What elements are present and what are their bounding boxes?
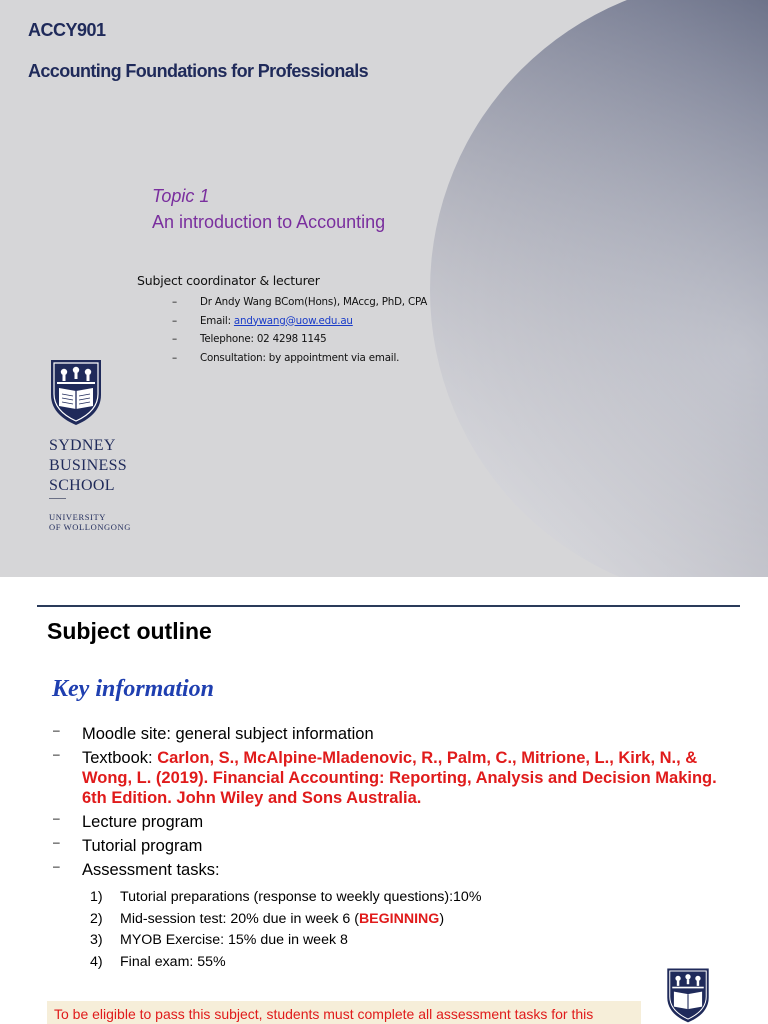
list-item-assessment [53, 860, 743, 880]
lecture-text: Lecture program [82, 813, 204, 831]
university-crest-icon [48, 357, 104, 427]
task-item: 4) Final exam: 55% [90, 953, 226, 970]
task-item: 3) MYOB Exercise: 15% due in week 8 [90, 932, 348, 948]
course-code: ACCY901 [28, 20, 106, 40]
topic-title: An introduction to Accounting [152, 212, 386, 232]
section-heading: Key information [52, 676, 215, 702]
textbook-reference: Carlon, S., McAlpine-Mladenovic, R., Palm, C., Mitrione, L., Kirk, N., & Wong, L. (2019). Financial Accounting: Reporting, Analysis and Decision Making. 6th Edition. John Wiley and Sons Australia. [82, 749, 717, 807]
bullet-dash: – [53, 747, 60, 761]
coordinator-consultation-item: – Consultation: by appointment via email. [172, 351, 400, 364]
coordinator-heading: Subject coordinator & lecturer [137, 273, 320, 288]
bullet-dash: – [53, 835, 60, 849]
bullet-dash: – [53, 859, 60, 873]
list-item-textbook [53, 748, 743, 808]
school-wordmark [49, 436, 127, 496]
slide-title: Subject outline [47, 618, 212, 644]
topic-number: Topic 1 [152, 186, 210, 206]
textbook-label: Textbook: [82, 749, 158, 767]
coordinator-name: Dr Andy Wang BCom(Hons), MAccg, PhD, CPA [200, 296, 428, 308]
coordinator-telephone: Telephone: 02 4298 1145 [200, 333, 327, 345]
coordinator-details [172, 293, 427, 367]
university-wordmark [49, 512, 131, 532]
email-label: Email: [200, 314, 234, 327]
assessment-text: Assessment tasks: [82, 861, 220, 879]
assessment-task-list [90, 887, 481, 973]
bullet-dash: – [53, 811, 60, 825]
university-line-1: UNIVERSITY [49, 512, 106, 522]
moodle-text: Moodle site: general subject information [82, 725, 374, 743]
coordinator-consultation: Consultation: by appointment via email. [200, 351, 400, 364]
eligibility-notice: To be eligible to pass this subject, students must complete all assessment tasks for this [47, 1001, 641, 1024]
course-name: Accounting Foundations for Professionals [28, 61, 369, 81]
university-crest-icon [662, 966, 714, 1024]
wordmark-line-2: BUSINESS [49, 457, 127, 474]
coordinator-name-item: – Dr Andy Wang BCom(Hons), MAccg, PhD, CPA [172, 296, 428, 308]
task-highlight: BEGINNING [358, 910, 440, 927]
task-item: 1) Tutorial preparations (response to weekly questions):10% [90, 889, 482, 905]
wordmark-line-1: SYDNEY [49, 437, 116, 454]
coordinator-email-item: – Email: andywang@uow.edu.au [172, 314, 353, 327]
key-information-list [53, 724, 743, 884]
bullet-dash: – [53, 723, 60, 737]
coordinator-telephone-item: – Telephone: 02 4298 1145 [172, 333, 327, 345]
wordmark-divider [49, 498, 66, 499]
list-item-tutorial [53, 836, 743, 856]
university-line-2: OF WOLLONGONG [49, 522, 132, 532]
list-item-moodle [53, 724, 743, 744]
tutorial-text: Tutorial program [82, 837, 203, 855]
header-rule [37, 605, 740, 607]
task-item: 2) Mid-session test: 20% due in week 6 (BEGINNING) [90, 910, 445, 927]
list-item-lecture [53, 812, 743, 832]
wordmark-line-3: SCHOOL [49, 477, 115, 494]
email-link[interactable]: andywang@uow.edu.au [233, 314, 353, 327]
